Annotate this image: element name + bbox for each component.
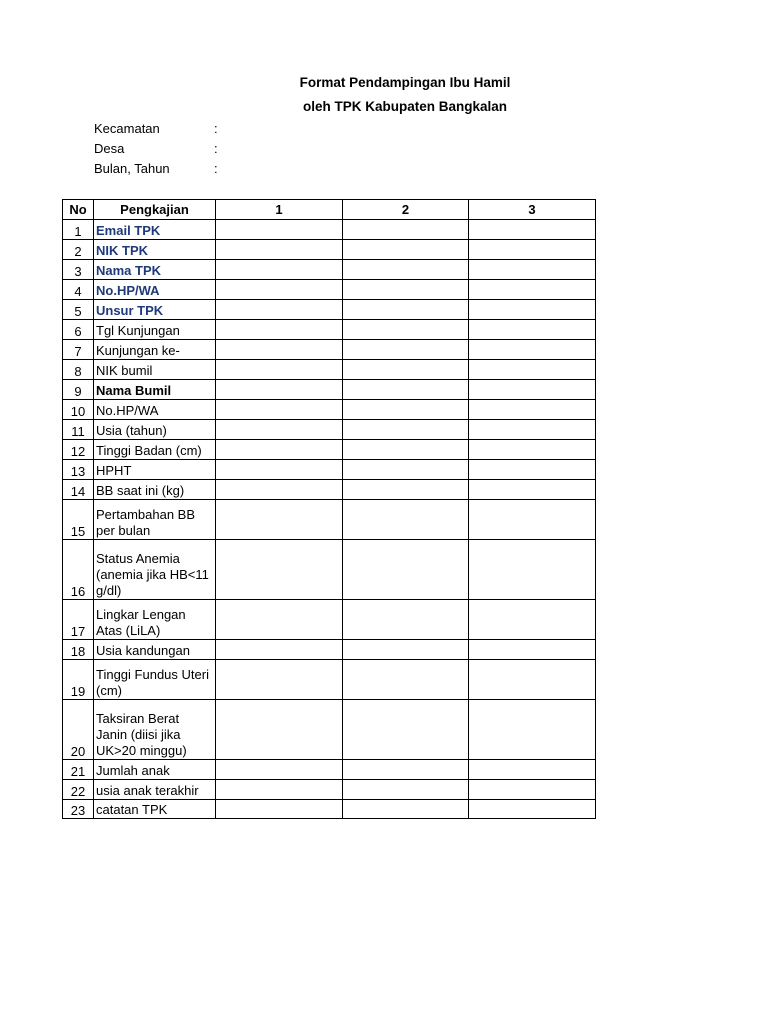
entry-cell-2[interactable] [343,300,469,320]
entry-cell-1[interactable] [216,380,343,400]
table-row [63,700,596,760]
table-row [63,500,596,540]
entry-cell-2[interactable] [343,540,469,600]
entry-cell-1[interactable] [216,600,343,640]
table-row [63,480,596,500]
row-number: 3 [63,260,94,280]
row-item-label: Usia kandungan [94,640,216,660]
row-number: 8 [63,360,94,380]
row-item-label: No.HP/WA [94,400,216,420]
row-number: 12 [63,440,94,460]
entry-cell-3[interactable] [469,600,596,640]
table-row [63,600,596,640]
table-row [63,260,596,280]
entry-cell-3[interactable] [469,480,596,500]
entry-cell-2[interactable] [343,500,469,540]
entry-cell-3[interactable] [469,340,596,360]
row-number: 2 [63,240,94,260]
entry-cell-2[interactable] [343,660,469,700]
row-number: 5 [63,300,94,320]
row-number: 20 [63,700,94,760]
table-row [63,380,596,400]
row-number: 4 [63,280,94,300]
table-row [63,660,596,700]
table-body [63,220,596,819]
entry-cell-1[interactable] [216,220,343,240]
entry-cell-2[interactable] [343,260,469,280]
entry-cell-3[interactable] [469,400,596,420]
meta-label: Bulan, Tahun [94,161,170,176]
entry-cell-3[interactable] [469,380,596,400]
entry-cell-2[interactable] [343,800,469,819]
row-item-label: HPHT [94,460,216,480]
entry-cell-1[interactable] [216,760,343,780]
entry-cell-1[interactable] [216,320,343,340]
entry-cell-3[interactable] [469,440,596,460]
entry-cell-2[interactable] [343,380,469,400]
entry-cell-1[interactable] [216,340,343,360]
entry-cell-3[interactable] [469,700,596,760]
entry-cell-2[interactable] [343,760,469,780]
entry-cell-2[interactable] [343,440,469,460]
row-item-label: Status Anemia (anemia jika HB<11 g/dl) [94,540,216,600]
row-item-label: Kunjungan ke- [94,340,216,360]
row-number: 10 [63,400,94,420]
entry-cell-3[interactable] [469,540,596,600]
entry-cell-2[interactable] [343,340,469,360]
row-item-label: Unsur TPK [94,300,216,320]
row-number: 23 [63,800,94,819]
entry-cell-2[interactable] [343,320,469,340]
entry-cell-2[interactable] [343,280,469,300]
row-item-label: Jumlah anak [94,760,216,780]
table-row [63,460,596,480]
entry-cell-2[interactable] [343,240,469,260]
entry-cell-2[interactable] [343,480,469,500]
header-col-2: 2 [343,200,469,220]
entry-cell-3[interactable] [469,640,596,660]
meta-colon: : [214,161,218,176]
row-number: 21 [63,760,94,780]
table-row [63,220,596,240]
entry-cell-1[interactable] [216,780,343,800]
entry-cell-1[interactable] [216,300,343,320]
header-col-3: 3 [469,200,596,220]
entry-cell-2[interactable] [343,420,469,440]
table-row [63,540,596,600]
header-pengkajian: Pengkajian [94,200,216,220]
entry-cell-1[interactable] [216,800,343,819]
form-title-line2: oleh TPK Kabupaten Bangkalan [302,99,508,114]
table-row [63,280,596,300]
row-item-label: catatan TPK [94,800,216,819]
meta-row-desa [94,139,218,159]
entry-cell-3[interactable] [469,500,596,540]
row-item-label: Taksiran Berat Janin (diisi jika UK>20 minggu) [94,700,216,760]
entry-cell-1[interactable] [216,420,343,440]
entry-cell-1[interactable] [216,360,343,380]
entry-cell-1[interactable] [216,500,343,540]
meta-label: Kecamatan [94,121,160,136]
table-row [63,440,596,460]
row-number: 9 [63,380,94,400]
entry-cell-3[interactable] [469,320,596,340]
entry-cell-3[interactable] [469,660,596,700]
entry-cell-3[interactable] [469,460,596,480]
header-col-1: 1 [216,200,343,220]
entry-cell-1[interactable] [216,460,343,480]
table-row [63,760,596,780]
table-row [63,640,596,660]
meta-colon: : [214,141,218,156]
entry-cell-3[interactable] [469,280,596,300]
entry-cell-2[interactable] [343,600,469,640]
row-number: 11 [63,420,94,440]
table-row [63,320,596,340]
entry-cell-1[interactable] [216,700,343,760]
row-number: 17 [63,600,94,640]
entry-cell-2[interactable] [343,780,469,800]
entry-cell-2[interactable] [343,460,469,480]
meta-colon: : [214,121,218,136]
table-row [63,420,596,440]
header-no: No [63,200,94,220]
entry-cell-1[interactable] [216,280,343,300]
entry-cell-1[interactable] [216,260,343,280]
row-item-label: usia anak terakhir [94,780,216,800]
entry-cell-3[interactable] [469,760,596,780]
form-title-line1: Format Pendampingan Ibu Hamil [299,75,511,90]
row-number: 19 [63,660,94,700]
row-item-label: Tgl Kunjungan [94,320,216,340]
entry-cell-3[interactable] [469,780,596,800]
entry-cell-2[interactable] [343,360,469,380]
row-number: 15 [63,500,94,540]
table-header-row [63,200,596,220]
table-row [63,240,596,260]
row-number: 18 [63,640,94,660]
row-item-label: Nama Bumil [94,380,216,400]
row-item-label: Nama TPK [94,260,216,280]
table-row [63,340,596,360]
meta-row-bulan-tahun [94,159,218,179]
meta-label: Desa [94,141,125,156]
entry-cell-3[interactable] [469,360,596,380]
row-item-label: No.HP/WA [94,280,216,300]
row-item-label: Usia (tahun) [94,420,216,440]
entry-cell-3[interactable] [469,300,596,320]
row-item-label: NIK TPK [94,240,216,260]
row-item-label: Email TPK [94,220,216,240]
row-number: 14 [63,480,94,500]
entry-cell-2[interactable] [343,640,469,660]
entry-cell-1[interactable] [216,660,343,700]
row-item-label: Tinggi Badan (cm) [94,440,216,460]
row-item-label: Lingkar Lengan Atas (LiLA) [94,600,216,640]
entry-cell-3[interactable] [469,240,596,260]
meta-row-kecamatan [94,119,218,139]
table-row [63,400,596,420]
row-number: 16 [63,540,94,600]
entry-cell-1[interactable] [216,480,343,500]
entry-cell-3[interactable] [469,260,596,280]
row-item-label: Pertambahan BB per bulan [94,500,216,540]
entry-cell-1[interactable] [216,640,343,660]
table-row [63,780,596,800]
table-row [63,800,596,819]
entry-cell-3[interactable] [469,220,596,240]
row-number: 6 [63,320,94,340]
entry-cell-1[interactable] [216,400,343,420]
row-number: 1 [63,220,94,240]
row-number: 13 [63,460,94,480]
row-item-label: BB saat ini (kg) [94,480,216,500]
entry-cell-1[interactable] [216,540,343,600]
entry-cell-2[interactable] [343,220,469,240]
assessment-table [62,199,596,819]
entry-cell-2[interactable] [343,700,469,760]
entry-cell-3[interactable] [469,800,596,819]
entry-cell-2[interactable] [343,400,469,420]
row-item-label: Tinggi Fundus Uteri (cm) [94,660,216,700]
entry-cell-1[interactable] [216,440,343,460]
table-row [63,300,596,320]
row-number: 22 [63,780,94,800]
row-number: 7 [63,340,94,360]
table-row [63,360,596,380]
entry-cell-3[interactable] [469,420,596,440]
row-item-label: NIK bumil [94,360,216,380]
entry-cell-1[interactable] [216,240,343,260]
